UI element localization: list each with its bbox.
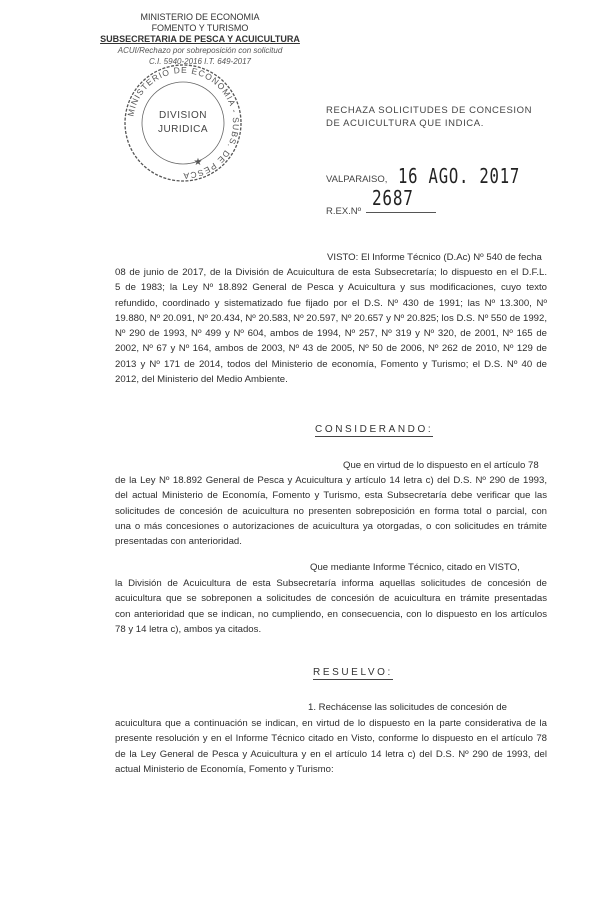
considerando-paragraph-2 (115, 576, 547, 637)
visto-first-line: VISTO: El Informe Técnico (D.Ac) Nº 540 de fecha (327, 252, 542, 263)
text-line: actual Ministerio de Economía, Fomento y Turismo: (115, 763, 334, 775)
division-juridica-stamp (118, 58, 248, 188)
text-line: solicitudes de concesión de acuicultura no presenten sobreposición en forma total o parcial, con (115, 505, 547, 517)
resuelvo-item-1-body (115, 716, 547, 777)
text-line: refundido, coordinado y sistematizado fue fijado por el D.S. Nº 430 de 1991; las Nº 13.300, Nº (115, 297, 547, 309)
considerando-p2-first-line: Que mediante Informe Técnico, citado en VISTO, (310, 562, 520, 573)
document-date-stamp: 16 AGO. 2017 (398, 164, 521, 188)
letterhead-ministry: MINISTERIO DE ECONOMIA (140, 12, 260, 22)
stamp-seal-graphic (118, 58, 248, 188)
resuelvo-item-1-first-line: 1. Rechácense las solicitudes de concesión de (308, 702, 507, 713)
stamp-star-icon: ★ (193, 157, 203, 168)
resolution-number: 2687 (372, 186, 414, 210)
letterhead-ministry-sub: FOMENTO Y TURISMO (151, 23, 249, 33)
stamp-center-line2: JURIDICA (157, 124, 209, 135)
text-line: una o más concesiones o autorizaciones de acuicultura ya otorgadas, o con solicitudes en trámite (115, 520, 547, 532)
letterhead-reference: ACUI/Rechazo por sobreposición con solicitud (117, 46, 283, 55)
text-line: presente resolución y en el Informe Técnico citado en Visto, conforme lo dispuesto en el artículo 78 (115, 733, 547, 745)
letterhead-file-code: C.I. 5940-2016 I.T. 649-2017 (149, 57, 251, 66)
text-line: de la Ley Nº 18.892 General de Pesca y Acuicultura y artículo 14 letra c) del D.S. Nº 290 de 1993, (115, 475, 547, 486)
text-line: la División de Acuicultura de esta Subsecretaría informa aquellas solicitudes de concesión de (115, 578, 547, 589)
text-line: con anterioridad que se indican, no cumpliendo, en consecuencia, con lo dispuesto en los artículos (115, 608, 547, 620)
visto-body (115, 265, 547, 387)
considerando-heading-text: CONSIDERANDO: (315, 424, 434, 435)
text-line: 2013 y Nº 171 de 2014, todos del Ministerio de economía, Fomento y Turismo; el D.S. Nº 40 de (115, 358, 547, 370)
considerando-paragraph-1 (115, 473, 547, 549)
place-city: VALPARAISO, (326, 174, 388, 185)
text-line: 2002, Nº 67 y Nº 164, ambos de 2003, Nº 43 de 2005, Nº 50 de 2006, Nº 262 de 2010, Nº 129 de (115, 343, 547, 355)
text-line: Nº 290 de 1993, Nº 499 y Nº 604, ambos de 1994, Nº 257, Nº 319 y Nº 320, de 2001, Nº 165 de (115, 328, 547, 340)
stamp-center-line1: DIVISION (159, 110, 207, 121)
text-line: de la Ley General de Pesca y Acuicultura y en el artículo 14 letra c) del D.S. Nº 290 de 1993, del (115, 748, 547, 760)
stamp-ring-text: MINISTERIO DE ECONOMIA - SUBS. DE PESCA (125, 64, 242, 182)
text-line: 19.880, Nº 20.091, Nº 20.434, Nº 20.583, Nº 20.597, Nº 20.657 y Nº 20.825; los D.S. Nº 550 de 1992, (115, 312, 547, 324)
text-line: 5 de 1983; la Ley Nº 18.892 General de Pesca y Acuicultura y sus modificaciones, cuyo texto (115, 282, 547, 294)
considerando-heading (315, 424, 433, 435)
resuelvo-heading-text: RESUELVO: (313, 667, 393, 678)
text-line: del actual Ministerio de Economía, Fomento y Turismo, esta Subsecretaría debe verificar que las (115, 490, 547, 502)
text-line: presentadas con anterioridad. (115, 536, 242, 548)
resuelvo-heading (313, 667, 393, 678)
text-line: acuicultura que a continuación se indican, en virtud de lo dispuesto en la parte considerativa de la (115, 718, 547, 729)
text-line: 78 y 14 letra c), ambos ya citados. (115, 623, 262, 635)
text-line: acuicultura que se sobreponen a solicitudes de concesión de acuicultura en trámite presentadas (115, 593, 547, 605)
text-line: 2012, del Ministerio del Medio Ambiente. (115, 374, 288, 386)
resolution-label: R.EX.Nº (326, 206, 362, 217)
document-subject: RECHAZA SOLICITUDES DE CONCESION DE ACUICULTURA QUE INDICA. (326, 105, 533, 129)
considerando-p1-first-line: Que en virtud de lo dispuesto en el artículo 78 (343, 460, 539, 471)
resolution-underline (366, 212, 436, 213)
letterhead-subsecretaria: SUBSECRETARIA DE PESCA Y ACUICULTURA (100, 34, 300, 44)
text-line: 08 de junio de 2017, de la División de Acuicultura de esta Subsecretaría; lo dispuesto en el D.F.L. (115, 267, 547, 278)
